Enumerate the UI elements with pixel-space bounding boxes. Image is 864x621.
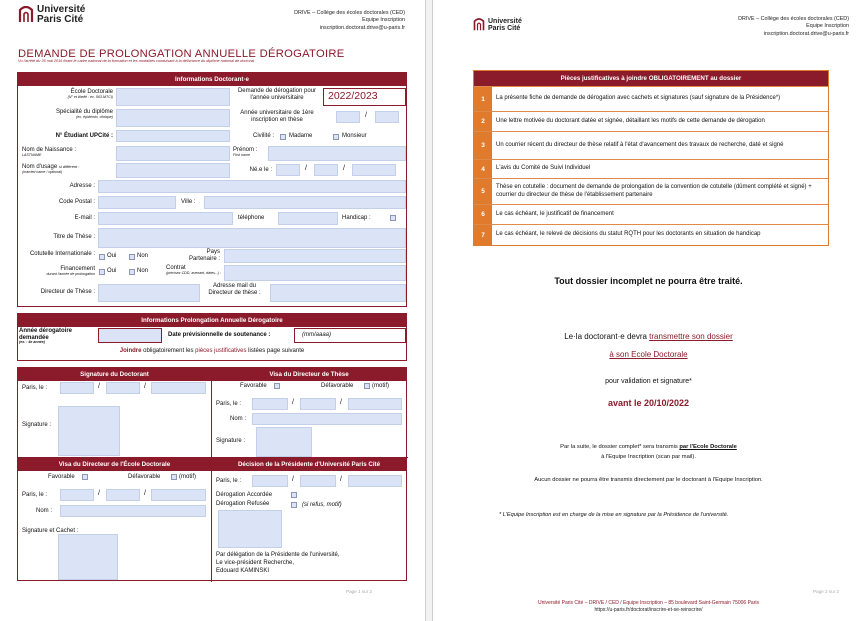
- page-title: DEMANDE DE PROLONGATION ANNUELLE DÉROGATOIRE: [18, 48, 345, 60]
- nom-naissance-label: Nom de Naissance : LASTNAME: [22, 147, 77, 157]
- section-header: Informations Doctorant·e: [18, 73, 406, 86]
- logo-emblem-icon: [18, 6, 34, 24]
- specialite-field[interactable]: [116, 109, 230, 127]
- demande-derogation-label: Demande de dérogation pour l'année universitaire: [237, 88, 317, 101]
- header-line-2: Equipe Inscription: [806, 23, 849, 30]
- slash: /: [340, 399, 342, 406]
- header-contact: [738, 16, 849, 38]
- aucun-dossier: Aucun dossier ne pourra être transmis directement par le doctorant à l'Equipe Inscription.: [534, 477, 763, 483]
- financement-label: Financement durant l'année de prolongation: [46, 266, 95, 276]
- code-postal-field[interactable]: [98, 196, 176, 209]
- piece-number: 2: [474, 112, 492, 131]
- piece-number: 3: [474, 132, 492, 159]
- logo-line-1: Université: [37, 4, 86, 15]
- nom-usage-label: Nom d'usage si différent : (married name / optional): [22, 164, 80, 174]
- cotutelle-non-checkbox[interactable]: [129, 254, 135, 260]
- section-info-doctorant: [17, 72, 407, 307]
- email-field[interactable]: [98, 212, 233, 225]
- derogation-refusee-label: Dérogation Refusée: [216, 501, 270, 507]
- slash: /: [144, 490, 146, 497]
- ecole-defavorable-checkbox[interactable]: [171, 474, 177, 480]
- logo-line-2: Paris Cité: [488, 25, 521, 32]
- pays-partenaire-field[interactable]: [224, 249, 406, 263]
- ecole-nom-field[interactable]: [60, 505, 206, 517]
- premiere-inscription-start-field[interactable]: [336, 111, 360, 123]
- nom-naissance-field[interactable]: [116, 146, 230, 161]
- joindre-note: Joindre obligatoirement les pièces justificatives listées page suivante: [119, 348, 305, 354]
- presidente-paris-le-label: Paris, le :: [216, 478, 242, 484]
- page-1: [0, 0, 425, 621]
- handicap-checkbox[interactable]: [390, 215, 396, 221]
- doctorant-date-annee[interactable]: [151, 382, 206, 394]
- piece-text: Le cas échéant, le relevé de décisions du statut RQTH pour les doctorants en situation de handicap: [496, 231, 761, 238]
- cotutelle-label: Cotutelle Internationale :: [29, 251, 95, 257]
- piece-number: 6: [474, 205, 492, 224]
- ecole-date-jour[interactable]: [60, 489, 94, 501]
- page-number: Page 2 sur 2: [813, 589, 840, 594]
- presidente-date-annee[interactable]: [348, 475, 402, 487]
- nom-usage-field[interactable]: [116, 163, 230, 178]
- section-header: Informations Prolongation Annuelle Dérogatoire: [18, 314, 406, 327]
- derogation-refusee-checkbox[interactable]: [291, 502, 297, 508]
- header-line-2: Equipe Inscription: [362, 17, 405, 24]
- madame-checkbox[interactable]: [280, 134, 286, 140]
- financement-non-checkbox[interactable]: [129, 269, 135, 275]
- directeur-nom-field[interactable]: [252, 413, 402, 425]
- suite-line-1: Par la suite, le dossier complet* sera transmis par l'Ecole Doctorale: [560, 444, 737, 450]
- delegation-text: Par délégation de la Présidente de l'université, Le vice-président Recherche, Edouard KAMINSKI: [216, 552, 340, 574]
- page-divider: [425, 0, 433, 621]
- piece-number: 5: [474, 179, 492, 204]
- incomplet-warning: Tout dossier incomplet ne pourra être traité.: [554, 276, 743, 286]
- piece-row: [474, 204, 828, 224]
- decision-presidente-header: Décision de la Présidente d'Université Paris Cité: [212, 458, 406, 471]
- titre-these-field[interactable]: [98, 228, 406, 248]
- adresse-label: Adresse :: [69, 183, 95, 189]
- directeur-date-jour[interactable]: [252, 398, 288, 410]
- slash: /: [98, 490, 100, 497]
- refus-motif-hint: (si refus, motif): [302, 502, 342, 508]
- adresse-field[interactable]: [98, 180, 406, 193]
- piece-text: L'avis du Comité de Suivi Individuel: [496, 165, 591, 172]
- piece-row: [474, 131, 828, 159]
- directeur-signature-label: Signature :: [216, 438, 246, 444]
- doctorant-date-mois[interactable]: [106, 382, 140, 394]
- page-number: Page 1 sur 2: [346, 589, 373, 594]
- header-email: inscription.doctorat.drive@u-paris.fr: [319, 24, 405, 31]
- adresse-mail-directeur-label: Adresse mail du Directeur de thèse :: [208, 283, 261, 296]
- contrat-field[interactable]: [224, 265, 406, 281]
- ecole-doctorale-label: École Doctorale (N° et libellé : ex. 563-MTCI): [67, 89, 113, 99]
- num-etudiant-field[interactable]: [116, 130, 230, 142]
- naissance-annee-field[interactable]: [352, 164, 396, 176]
- ecole-date-annee[interactable]: [151, 489, 206, 501]
- ecole-defavorable-label: Défavorable: [128, 474, 161, 480]
- ecole-favorable-checkbox[interactable]: [82, 474, 88, 480]
- header-contact: [294, 10, 405, 32]
- directeur-these-label: Directeur de Thèse :: [40, 289, 95, 295]
- handicap-label: Handicap :: [342, 215, 371, 221]
- header-email: inscription.doctorat.drive@u-paris.fr: [763, 30, 849, 37]
- slash: /: [340, 476, 342, 483]
- directeur-date-mois[interactable]: [300, 398, 336, 410]
- deadline: avant le 20/10/2022: [607, 398, 690, 408]
- derogation-accordee-label: Dérogation Accordée: [216, 492, 273, 498]
- monsieur-label: Monsieur: [342, 133, 367, 139]
- directeur-nom-label: Nom :: [230, 416, 247, 422]
- email-label: E-mail :: [74, 215, 95, 221]
- directeur-defavorable-label: Défavorable: [321, 383, 354, 389]
- validation-line: pour validation et signature*: [605, 378, 692, 385]
- visa-ecole-header: Visa du Directeur de l'École Doctorale: [18, 458, 211, 471]
- directeur-these-field[interactable]: [98, 284, 200, 302]
- derogation-accordee-checkbox[interactable]: [291, 492, 297, 498]
- directeur-defavorable-checkbox[interactable]: [364, 383, 370, 389]
- ecole-doctorale-line: à son Ecole Doctorale: [609, 350, 688, 359]
- piece-row: [474, 178, 828, 204]
- section-prolongation: [17, 313, 407, 361]
- column-divider: [211, 368, 212, 582]
- piece-text: La présente fiche de demande de dérogation avec cachets et signatures (sauf signature de la Présidence*): [496, 95, 781, 102]
- pays-partenaire-label: Pays Partenaire :: [188, 249, 220, 262]
- footer-address: Université Paris Cité – DRIVE / CED / Equipe Inscription – 85 boulevard Saint-Germain 75006 Paris: [538, 600, 759, 606]
- page-2: [433, 0, 864, 621]
- piece-row: [474, 111, 828, 131]
- directeur-favorable-label: Favorable: [240, 383, 267, 389]
- suite-line-2: à l'Equipe Inscription (scan par mail).: [601, 454, 696, 460]
- logo-line-2: Paris Cité: [37, 14, 84, 25]
- madame-label: Madame: [289, 133, 313, 139]
- slash: /: [292, 399, 294, 406]
- footnote: * L'Equipe Inscription est en charge de la mise en signature par la Présidence de l'université.: [499, 512, 729, 518]
- directeur-signature-field[interactable]: [256, 427, 312, 457]
- doctorant-paris-le-label: Paris, le :: [22, 385, 48, 391]
- ecole-date-mois[interactable]: [106, 489, 140, 501]
- piece-number: 1: [474, 87, 492, 111]
- annee-value: 2022/2023: [328, 90, 378, 102]
- slash: /: [292, 476, 294, 483]
- slash: /: [365, 112, 367, 119]
- premiere-inscription-label: Année universitaire de 1ère inscription en thèse: [240, 110, 314, 123]
- piece-text: Un courrier récent du directeur de thèse relatif à l'état d'avancement des travaux de recherche, daté et signé: [496, 141, 784, 148]
- ecole-doctorale-field[interactable]: [116, 88, 230, 106]
- prenom-field[interactable]: [268, 146, 406, 161]
- titre-these-label: Titre de Thèse :: [53, 234, 95, 240]
- ecole-nom-label: Nom :: [36, 508, 53, 514]
- header-line-1: DRIVE – Collège des écoles doctorales (CED): [294, 10, 405, 16]
- adresse-mail-directeur-field[interactable]: [270, 284, 406, 302]
- telephone-label: téléphone: [238, 215, 265, 221]
- piece-number: 4: [474, 160, 492, 178]
- header-line-1: DRIVE – Collège des écoles doctorales (CED): [738, 16, 849, 22]
- piece-row: [474, 159, 828, 178]
- directeur-date-annee[interactable]: [348, 398, 402, 410]
- doctorant-date-jour[interactable]: [60, 382, 94, 394]
- slash: /: [343, 165, 345, 172]
- cotutelle-oui-label: Oui: [107, 253, 117, 259]
- financement-oui-checkbox[interactable]: [99, 269, 105, 275]
- directeur-paris-le-label: Paris, le :: [216, 401, 242, 407]
- financement-non-label: Non: [137, 268, 149, 274]
- ne-le-label: Né.e le :: [249, 167, 272, 173]
- logo-emblem-icon: [473, 18, 485, 32]
- presidente-signature-field[interactable]: [218, 510, 282, 548]
- cotutelle-oui-checkbox[interactable]: [99, 254, 105, 260]
- footer-link[interactable]: https://u-paris.fr/doctorat/inscrire-et-se-reinscrire/: [594, 606, 703, 613]
- piece-number: 7: [474, 225, 492, 245]
- date-soutenance-label: Date prévisionnelle de soutenance :: [168, 332, 271, 338]
- cotutelle-non-label: Non: [137, 253, 149, 259]
- doctorant-signature-field[interactable]: [58, 406, 120, 456]
- piece-text: Thèse en cotutelle : document de demande de prolongation de la convention de cotutelle (dûment complété et signé) + courrier du directeur de thèse de l'établissement partenaire: [496, 184, 812, 198]
- num-etudiant-label: N° Étudiant UPCité :: [55, 133, 113, 139]
- page-subtitle: Vu l'arrêté du 25 mai 2016 fixant le cadre national de la formation et les modalités conduisant à la délivrance du diplôme national de doctorat: [18, 59, 254, 63]
- pieces-justificatives-table: [473, 70, 829, 246]
- prenom-label: Prénom : First name: [233, 147, 258, 157]
- slash: /: [305, 165, 307, 172]
- ecole-motif-label: (motif): [179, 474, 196, 480]
- directeur-favorable-checkbox[interactable]: [274, 383, 280, 389]
- telephone-field[interactable]: [278, 212, 338, 225]
- page-footer: [433, 600, 864, 614]
- ecole-paris-le-label: Paris, le :: [22, 492, 48, 498]
- ecole-favorable-label: Favorable: [48, 474, 75, 480]
- naissance-jour-field[interactable]: [276, 164, 300, 176]
- ecole-signature-field[interactable]: [58, 534, 118, 580]
- financement-oui-label: Oui: [107, 268, 117, 274]
- civilite-label: Civilité :: [252, 133, 274, 139]
- university-logo: [473, 18, 522, 32]
- university-logo: [18, 5, 85, 25]
- slash: /: [144, 383, 146, 390]
- contrat-label: Contrat (précisez CDD, avenant, dates...) :: [166, 265, 222, 275]
- logo-line-1: Université: [488, 18, 522, 25]
- annee-derogatoire-label: Année dérogatoire demandée (ex. : 4e année): [19, 328, 73, 345]
- ville-label: Ville :: [181, 199, 196, 205]
- ville-field[interactable]: [204, 196, 406, 209]
- premiere-inscription-end-field[interactable]: [375, 111, 399, 123]
- directeur-motif-label: (motif): [372, 383, 389, 389]
- presidente-date-jour[interactable]: [252, 475, 288, 487]
- annee-derogatoire-field[interactable]: [98, 328, 162, 343]
- code-postal-label: Code Postal :: [58, 199, 95, 205]
- signature-doctorant-header: Signature du Doctorant: [18, 368, 211, 381]
- presidente-date-mois[interactable]: [300, 475, 336, 487]
- piece-text: Une lettre motivée du doctorant datée et signée, détaillant les motifs de cette demande de dérogation: [496, 117, 765, 124]
- specialite-label: Spécialité du diplôme (ex. épidémio, clinique): [55, 109, 113, 119]
- piece-row: [474, 86, 828, 111]
- monsieur-checkbox[interactable]: [333, 134, 339, 140]
- visa-directeur-header: Visa du Directeur de Thèse: [212, 368, 406, 381]
- piece-text: Le cas échéant, le justificatif de financement: [496, 210, 614, 217]
- naissance-mois-field[interactable]: [314, 164, 338, 176]
- pieces-header: Pièces justificatives à joindre OBLIGATOIREMENT au dossier: [474, 71, 828, 86]
- doctorant-signature-label: Signature :: [22, 422, 52, 428]
- transmettre-line: Le·la doctorant·e devra transmettre son dossier: [564, 332, 733, 341]
- date-soutenance-placeholder: (mm/aaaa): [302, 332, 332, 338]
- piece-row: [474, 224, 828, 245]
- section-signatures: [17, 367, 407, 581]
- slash: /: [98, 383, 100, 390]
- ecole-signature-label: Signature et Cachet :: [22, 528, 79, 534]
